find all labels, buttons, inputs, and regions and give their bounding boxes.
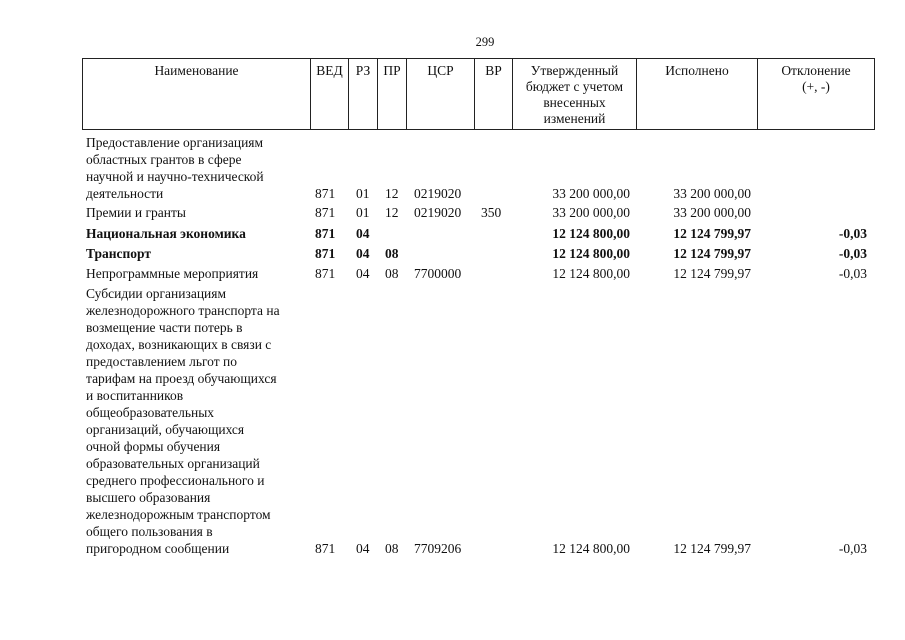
- row-ved: 871: [315, 186, 336, 201]
- row-name-line: деятельности: [86, 186, 164, 201]
- table-row: [0, 225, 905, 242]
- row-name-line: возмещение части потерь в: [86, 320, 243, 335]
- header-name: Наименование: [83, 59, 311, 129]
- row-name-line: пригородном сообщении: [86, 541, 230, 556]
- header-approved-line: изменений: [543, 111, 606, 126]
- row-approved: 12 124 800,00: [552, 266, 630, 281]
- row-name-line: высшего образования: [86, 490, 211, 505]
- header-approved-line: внесенных: [543, 95, 606, 110]
- row-ved: 871: [315, 246, 336, 261]
- header-approved-budget: [513, 59, 637, 129]
- row-rz: 01: [356, 186, 370, 201]
- table-row: [0, 204, 905, 221]
- row-name: [86, 285, 310, 557]
- row-deviation: -0,03: [838, 226, 867, 241]
- row-pr: 08: [385, 541, 399, 556]
- row-csr: 7700000: [414, 266, 462, 281]
- row-pr: 12: [385, 186, 399, 201]
- header-approved-line: Утвержденный: [530, 63, 619, 78]
- row-deviation: -0,03: [838, 246, 867, 261]
- row-ved: 871: [315, 541, 336, 556]
- row-name-line: научной и научно-технической: [86, 169, 264, 184]
- header-approved-line: бюджет с учетом: [525, 79, 624, 94]
- row-pr: 12: [385, 205, 399, 220]
- table-header: [82, 58, 875, 130]
- row-executed: 12 124 799,97: [673, 266, 751, 281]
- row-name: [86, 245, 310, 262]
- row-name-line: Премии и гранты: [86, 205, 186, 220]
- row-name-line: и воспитанников: [86, 388, 184, 403]
- page-number: 299: [475, 35, 495, 49]
- header-pr: ПР: [378, 59, 407, 129]
- table-body: [0, 134, 905, 557]
- header-deviation: [758, 59, 874, 129]
- row-name: [86, 204, 310, 221]
- header-deviation-line: Отклонение: [781, 63, 851, 78]
- row-rz: 04: [356, 541, 370, 556]
- row-name-line: среднего профессионального и: [86, 473, 265, 488]
- row-pr: 08: [385, 266, 399, 281]
- row-executed: 12 124 799,97: [673, 226, 751, 241]
- row-name-line: общеобразовательных: [86, 405, 215, 420]
- table-row: [0, 285, 905, 557]
- row-name-line: тарифам на проезд обучающихся: [86, 371, 277, 386]
- row-name-line: образовательных организаций: [86, 456, 260, 471]
- row-csr: 0219020: [414, 205, 462, 220]
- row-rz: 01: [356, 205, 370, 220]
- row-name: [86, 225, 310, 242]
- row-name-line: Национальная экономика: [86, 226, 246, 241]
- table-row: [0, 265, 905, 282]
- row-name-line: областных грантов в сфере: [86, 152, 242, 167]
- row-approved: 12 124 800,00: [552, 226, 630, 241]
- row-name-line: Непрограммные мероприятия: [86, 266, 259, 281]
- row-approved: 33 200 000,00: [552, 205, 630, 220]
- row-executed: 12 124 799,97: [673, 541, 751, 556]
- row-executed: 33 200 000,00: [673, 205, 751, 220]
- row-approved: 12 124 800,00: [552, 246, 630, 261]
- row-ved: 871: [315, 226, 336, 241]
- header-rz: РЗ: [349, 59, 378, 129]
- row-name-line: Субсидии организациям: [86, 286, 227, 301]
- row-name-line: доходах, возникающих в связи с: [86, 337, 272, 352]
- header-vr: ВР: [475, 59, 513, 129]
- header-executed: Исполнено: [637, 59, 758, 129]
- row-executed: 12 124 799,97: [673, 246, 751, 261]
- row-approved: 33 200 000,00: [552, 186, 630, 201]
- table-row: [0, 245, 905, 262]
- row-name-line: Транспорт: [86, 246, 152, 261]
- row-vr: 350: [481, 205, 502, 220]
- row-name-line: предоставлением льгот по: [86, 354, 237, 369]
- row-name-line: железнодорожного транспорта на: [86, 303, 280, 318]
- row-csr: 7709206: [414, 541, 462, 556]
- row-name-line: очной формы обучения: [86, 439, 221, 454]
- row-ved: 871: [315, 205, 336, 220]
- header-ved: ВЕД: [311, 59, 349, 129]
- table-row: [0, 134, 905, 202]
- row-approved: 12 124 800,00: [552, 541, 630, 556]
- row-executed: 33 200 000,00: [673, 186, 751, 201]
- header-csr: ЦСР: [407, 59, 475, 129]
- row-name-line: Предоставление организациям: [86, 135, 264, 150]
- row-name-line: организаций, обучающихся: [86, 422, 245, 437]
- row-pr: 08: [385, 246, 399, 261]
- row-name: [86, 265, 310, 282]
- header-deviation-line: (+, -): [802, 79, 830, 94]
- row-rz: 04: [356, 226, 370, 241]
- row-name-line: железнодорожным транспортом: [86, 507, 271, 522]
- row-csr: 0219020: [414, 186, 462, 201]
- row-rz: 04: [356, 266, 370, 281]
- row-name: [86, 134, 310, 202]
- row-deviation: -0,03: [838, 541, 867, 556]
- row-name-line: общего пользования в: [86, 524, 213, 539]
- row-deviation: -0,03: [838, 266, 867, 281]
- row-ved: 871: [315, 266, 336, 281]
- row-rz: 04: [356, 246, 370, 261]
